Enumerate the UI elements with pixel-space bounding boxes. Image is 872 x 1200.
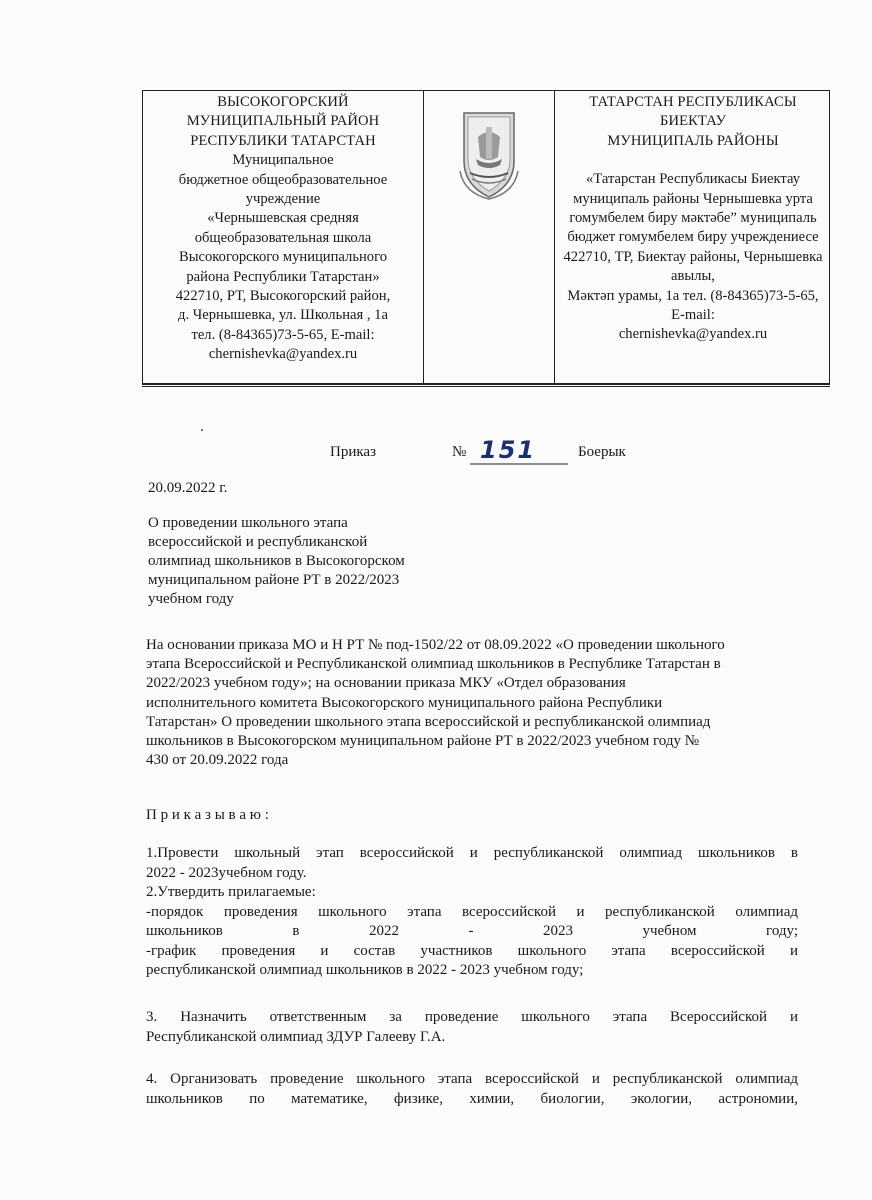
subject-line: муниципальном районе РТ в 2022/2023: [148, 572, 400, 588]
item-line: 4. Организовать проведение школьного этапа всероссийской и республиканской олимпиад: [146, 1071, 798, 1087]
address-line: 422710, РТ, Высокогорский район,: [175, 288, 391, 305]
order-number-sign: №: [452, 444, 467, 460]
item-line: школьников в 2022 - 2023 учебном году;: [146, 923, 798, 939]
org-name-line: ВЫСОКОГОРСКИЙ: [217, 94, 349, 110]
item-line: 2.Утвердить прилагаемые:: [146, 884, 316, 900]
order-title-ru: Приказ: [330, 444, 377, 460]
coat-of-arms-emblem: [456, 109, 522, 201]
org-detail-line: «Татарстан Республикасы Биектау: [586, 171, 800, 188]
phone-line: тел. (8-84365)73-5-65, E-mail:: [191, 326, 375, 343]
preamble-line: Татарстан» О проведении школьного этапа всероссийской и республиканской олимпиад: [146, 713, 711, 730]
item-4: [146, 1070, 798, 1109]
preamble-line: этапа Всероссийской и Республиканской олимпиад школьников в Республике Татарстан в: [146, 656, 721, 673]
preamble-line: школьников в Высокогорском муниципальном районе РТ в 2022/2023 учебном году №: [146, 733, 700, 750]
order-date: 20.09.2022 г.: [148, 480, 228, 496]
org-detail-line: общеобразовательная школа: [194, 229, 372, 246]
preamble: [146, 636, 798, 770]
decree-word: П р и к а з ы в а ю :: [146, 807, 269, 823]
org-name-line: БИЕКТАУ: [659, 113, 727, 130]
org-detail-line: бюджетное общеобразовательное: [178, 171, 388, 188]
org-name-line: МУНИЦИПАЛЬНЫЙ РАЙОН: [186, 113, 380, 130]
item-line: 1.Провести школьный этап всероссийской и республиканской олимпиад школьников в: [146, 845, 798, 861]
preamble-line: 2022/2023 учебном году»; на основании приказа МКУ «Отдел образования: [146, 675, 626, 692]
org-name-line: МУНИЦИПАЛЬ РАЙОНЫ: [607, 132, 779, 149]
item-line: 3. Назначить ответственным за проведение школьного этапа Всероссийской и: [146, 1009, 798, 1025]
org-detail-line: учреждение: [245, 191, 321, 208]
order-number-underline: [470, 462, 570, 466]
letterhead-left-russian: [143, 93, 423, 365]
letterhead: [142, 90, 830, 384]
order-subject: [148, 514, 468, 609]
order-title-tt: Боерык: [578, 444, 626, 460]
item-line: Республиканской олимпиад ЗДУР Галееву Г.А.: [146, 1028, 446, 1045]
letterhead-emblem-cell: [423, 91, 555, 383]
scan-speck: [201, 429, 203, 431]
item-1: [146, 844, 798, 981]
preamble-line: На основании приказа МО и Н РТ № под-1502/22 от 08.09.2022 «О проведении школьного: [146, 637, 725, 653]
org-detail-line: гомумбелем биру мәктәбе” муниципаль: [569, 210, 817, 227]
address-line: авылы,: [671, 268, 715, 285]
order-number-handwritten: 151: [480, 436, 537, 464]
org-detail-line: «Чернышевская средняя: [207, 210, 359, 227]
org-name-line: ТАТАРСТАН РЕСПУБЛИКАСЫ: [589, 94, 797, 110]
item-line: -график проведения и состав участников школьного этапа всероссийской и: [146, 942, 798, 959]
item-3: [146, 1008, 798, 1047]
address-line: Мәктәп урамы, 1а тел. (8-84365)73-5-65,: [567, 287, 819, 304]
org-name-line: РЕСПУБЛИКИ ТАТАРСТАН: [190, 132, 376, 149]
address-line: д. Чернышевка, ул. Школьная , 1а: [178, 307, 388, 324]
org-detail-line: муниципаль районы Чернышевка урта: [573, 190, 813, 207]
org-detail-line: Муниципальное: [232, 152, 334, 169]
preamble-line: 430 от 20.09.2022 года: [146, 752, 289, 769]
org-detail-line: района Республики Татарстан»: [186, 268, 380, 285]
letterhead-right-tatar: [553, 93, 833, 345]
email-line: chernishevka@yandex.ru: [618, 326, 768, 343]
address-line: 422710, ТР, Биектау районы, Чернышевка: [563, 248, 823, 265]
org-detail-line: бюджет гомумбелем биру учреждениесе: [567, 229, 819, 246]
email-line: chernishevka@yandex.ru: [208, 346, 358, 363]
subject-line: всероссийской и республиканской: [148, 534, 368, 550]
subject-line: учебном году: [148, 591, 234, 607]
item-line: республиканской олимпиад школьников в 2022 - 2023 учебном году;: [146, 962, 584, 978]
item-line: школьников по математике, физике, химии, биологии, экологии, астрономии,: [146, 1090, 798, 1107]
org-detail-line: Высокогорского муниципального: [178, 249, 388, 266]
item-line: 2022 - 2023учебном году.: [146, 864, 307, 881]
item-line: -порядок проведения школьного этапа всероссийской и республиканской олимпиад: [146, 903, 798, 920]
preamble-line: исполнительного комитета Высокогорского муниципального района Республики: [146, 694, 663, 711]
email-label: E-mail:: [671, 307, 715, 324]
letterhead-divider: [142, 384, 830, 387]
subject-line: олимпиад школьников в Высокогорском: [148, 553, 405, 569]
subject-line: О проведении школьного этапа: [148, 515, 348, 531]
